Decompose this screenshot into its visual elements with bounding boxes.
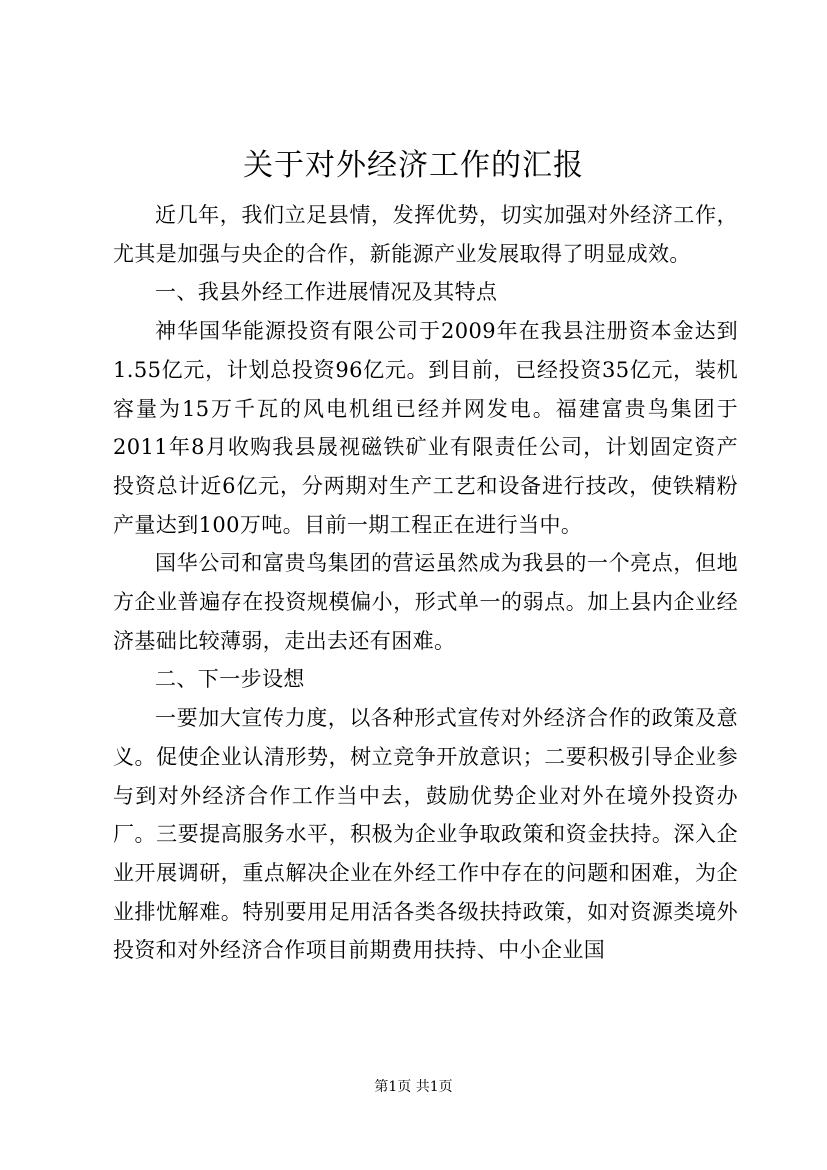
next-steps-paragraph: 一要加大宣传力度，以各种形式宣传对外经济合作的政策及意义。促使企业认清形势，树立竞争开放意识；二要积极引导企业参与到对外经济合作工作当中去，鼓励优势企业对外在境外投资办厂。三要提高服务水平，积极为企业争取政策和资金扶持。深入企业开展调研，重点解决企业在外经工作中存在的问题和困难，为企业排忧解难。特别要用足用活各类各级扶持政策，如对资源类境外投资和对外经济合作项目前期费用扶持、中小企业国 — [113, 706, 738, 963]
section-heading-next-steps: 二、下一步设想 — [155, 667, 305, 692]
section-heading-progress: 一、我县外经工作进展情况及其特点 — [155, 280, 498, 305]
document-body — [113, 196, 738, 970]
intro-paragraph: 近几年，我们立足县情，发挥优势，切实加强对外经济工作，尤其是加强与央企的合作，新能源产业发展取得了明显成效。 — [113, 203, 738, 266]
page-number-footer: 第1页 共1页 — [374, 1079, 453, 1095]
document-title: 关于对外经济工作的汇报 — [243, 148, 584, 183]
progress-paragraph: 神华国华能源投资有限公司于2009年在我县注册资本金达到1.55亿元，计划总投资96亿元。到目前，已经投资35亿元，装机容量为15万千瓦的风电机组已经并网发电。福建富贵鸟集团于2011年8月收购我县晟视磁铁矿业有限责任公司，计划固定资产投资总计近6亿元，分两期对生产工艺和设备进行技改，使铁精粉产量达到100万吨。目前一期工程正在进行当中。 — [113, 319, 738, 537]
weakness-paragraph: 国华公司和富贵鸟集团的营运虽然成为我县的一个亮点，但地方企业普遍存在投资规模偏小，形式单一的弱点。加上县内企业经济基础比较薄弱，走出去还有困难。 — [113, 551, 738, 653]
